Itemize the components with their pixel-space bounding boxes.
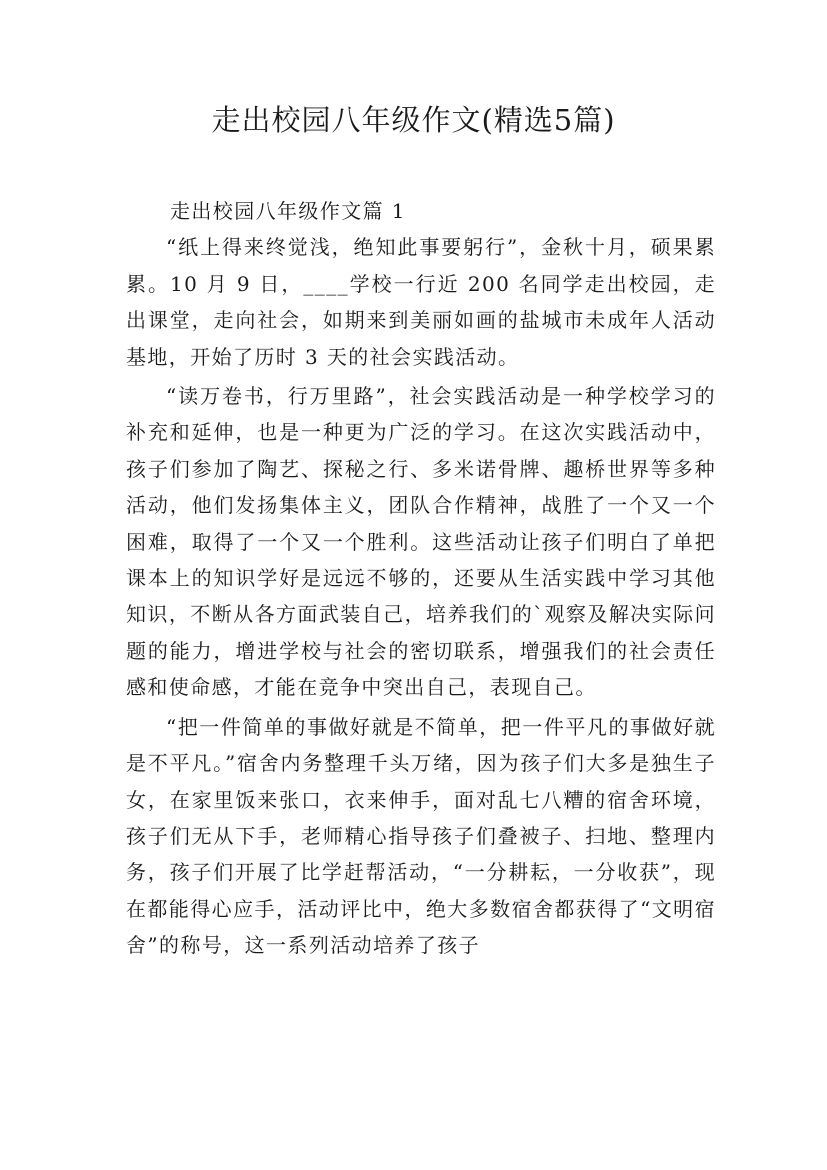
section-heading: 走出校园八年级作文篇 1 <box>170 199 406 223</box>
paragraph-2: “读万卷书，行万里路”，社会实践活动是一种学校学习的补充和延伸，也是一种更为广泛的学习。在这次实践活动中，孩子们参加了陶艺、探秘之行、多米诺骨牌、趣桥世界等多种活动，他们发扬集体主义，团队合作精神，战胜了一个又一个困难，取得了一个又一个胜利。这些活动让孩子们明白了单把课本上的知识学好是远远不够的，还要从生活实践中学习其他知识，不断从各方面武装自己，培养我们的`观察及解决实际问题的能力，增进学校与社会的密切联系，增强我们的社会责任感和使命感，才能在竞争中突出自己，表现自己。 <box>126 384 716 700</box>
paragraph-3: “把一件简单的事做好就是不简单，把一件平凡的事做好就是不平凡。”宿舍内务整理千头万绪，因为孩子们大多是独生子女，在家里饭来张口，衣来伸手，面对乱七八糟的宿舍环境，孩子们无从下手，老师精心指导孩子们叠被子、扫地、整理内务，孩子们开展了比学赶帮活动，“一分耕耘，一分收获”，现在都能得心应手，活动评比中，绝大多数宿舍都获得了“文明宿舍”的称号，这一系列活动培养了孩子 <box>126 714 716 958</box>
paragraph-1: “纸上得来终觉浅，绝知此事要躬行”，金秋十月，硕果累累。10 月 9 日，____学校一行近 200 名同学走出校园，走出课堂，走向社会，如期来到美丽如画的盐城市未成年人活动基地，开始了历时 3 天的社会实践活动。 <box>126 235 716 369</box>
document-title: 走出校园八年级作文(精选5篇) <box>211 103 616 137</box>
document-body <box>126 193 716 967</box>
